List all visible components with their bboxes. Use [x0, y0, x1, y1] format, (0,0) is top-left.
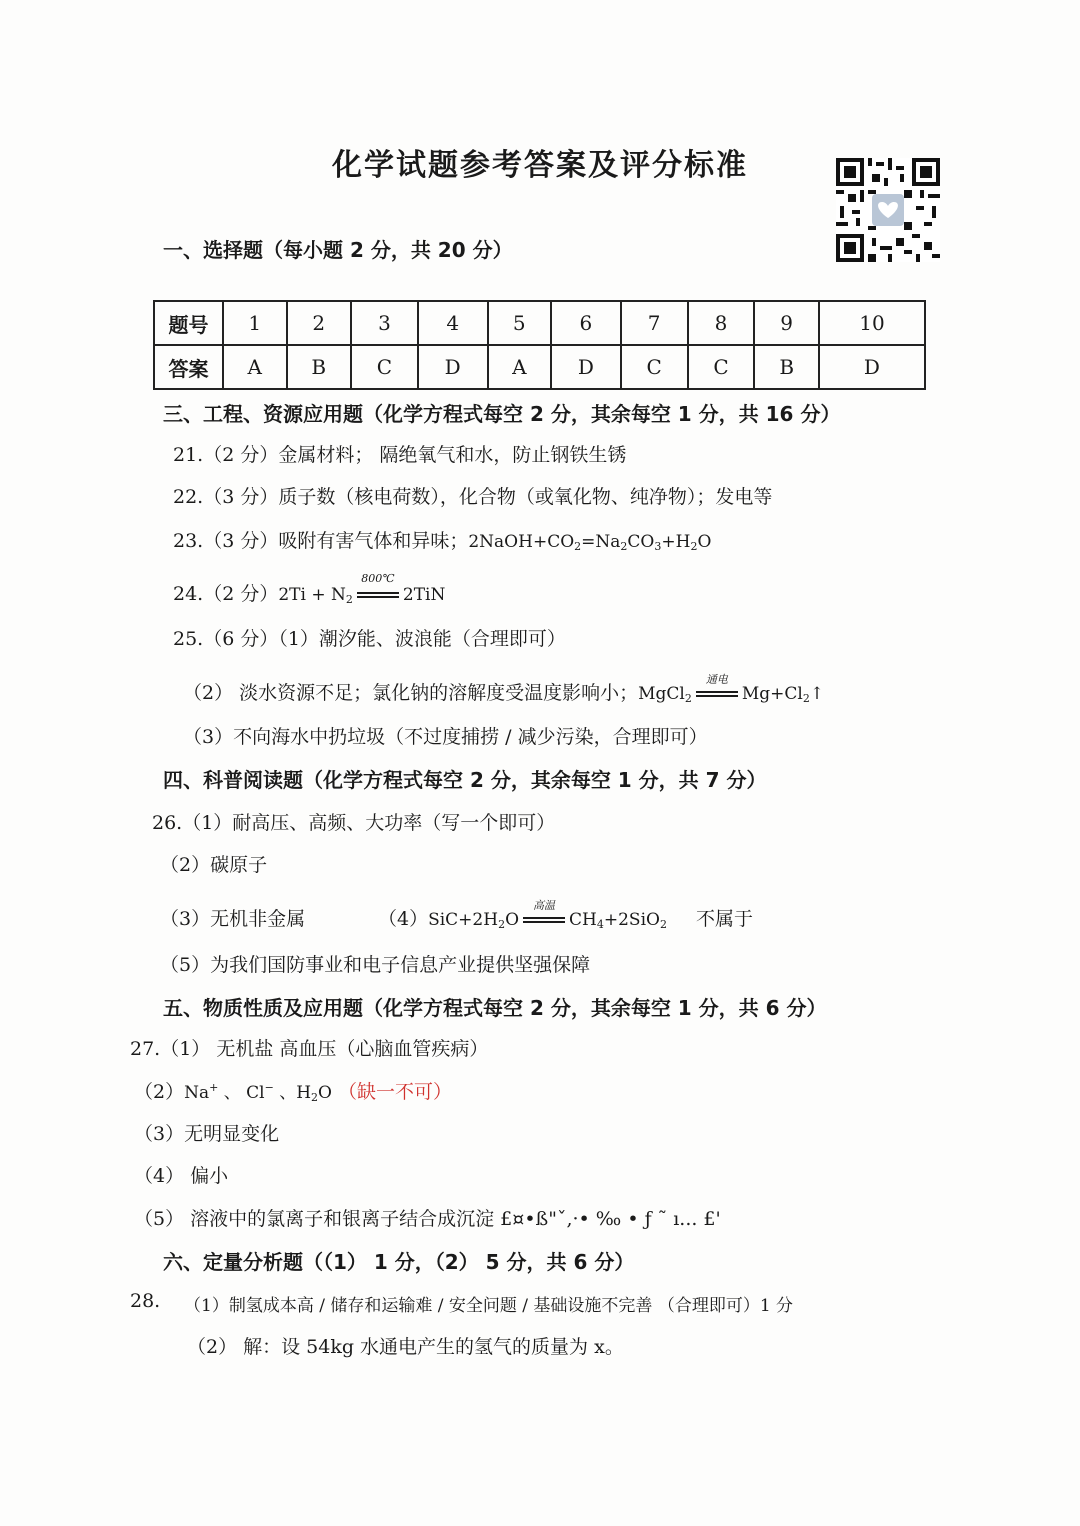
- answer-24-prefix: 24.（2 分）: [173, 583, 279, 605]
- answer-21: 21.（2 分）金属材料； 隔绝氧气和水，防止钢铁生锈: [173, 444, 627, 466]
- section-6-heading: 六、定量分析题（（1） 1 分，（2） 5 分，共 6 分）: [163, 1250, 635, 1274]
- equation-naoh-co2: $2NaOH+CO_2=Na_2CO_3+H_2O$: [468, 532, 712, 553]
- question-number: 5: [488, 301, 552, 345]
- equals-sign: [523, 917, 565, 923]
- row-header-number: 题号: [154, 301, 223, 345]
- equals-sign: [696, 691, 738, 697]
- answer-26-4-suffix: 不属于: [696, 908, 754, 930]
- answer-cell: B: [754, 345, 818, 389]
- row-header-answer: 答案: [154, 345, 223, 389]
- answer-26-2: （2）碳原子: [160, 854, 268, 876]
- section-4-heading: 四、科普阅读题（化学方程式每空 2 分，其余每空 1 分，共 7 分）: [163, 768, 767, 792]
- answer-28-number: 28.: [130, 1290, 161, 1312]
- answer-26-1: 26.（1）耐高压、高频、大功率（写一个即可）: [152, 812, 556, 834]
- answer-26-5: （5）为我们国防事业和电子信息产业提供坚强保障: [160, 954, 591, 976]
- note-red: （缺一不可）: [338, 1081, 453, 1103]
- question-number: 10: [819, 301, 925, 345]
- page-title: 化学试题参考答案及评分标准: [332, 148, 748, 183]
- answer-27-2-prefix: （2）: [134, 1081, 185, 1103]
- section-1-heading: 一、选择题（每小题 2 分，共 20 分）: [163, 238, 513, 262]
- reaction-condition: [357, 571, 399, 606]
- table-row: [154, 301, 925, 345]
- qr-code-icon: [836, 158, 940, 262]
- section-5-heading: 五、物质性质及应用题（化学方程式每空 2 分，其余每空 1 分，共 6 分）: [163, 996, 827, 1020]
- answer-27-4: （4） 偏小: [134, 1165, 229, 1187]
- answer-cell: D: [819, 345, 925, 389]
- answer-cell: D: [551, 345, 621, 389]
- answer-cell: A: [488, 345, 552, 389]
- question-number: 3: [351, 301, 418, 345]
- section-3-heading: 三、工程、资源应用题（化学方程式每空 2 分，其余每空 1 分，共 16 分）: [163, 402, 841, 426]
- answer-cell: C: [688, 345, 755, 389]
- answer-23: [173, 526, 711, 553]
- answer-26-4-prefix: （4）: [378, 908, 429, 930]
- condition-text: 通电: [705, 672, 728, 686]
- answer-22: 22.（3 分）质子数（核电荷数），化合物（或氧化物、纯净物）；发电等: [173, 486, 773, 508]
- answer-27-2: [134, 1077, 452, 1104]
- answer-27-5: （5） 溶液中的氯离子和银离子结合成沉淀 £¤•ß"ˇ,·• ‰ • ƒ ˜ ı... £': [134, 1208, 721, 1230]
- answer-cell: C: [351, 345, 418, 389]
- answer-cell: D: [418, 345, 488, 389]
- table-row: [154, 345, 925, 389]
- question-number: 2: [287, 301, 351, 345]
- question-number: 7: [621, 301, 688, 345]
- answer-24: [173, 571, 446, 606]
- ion-list: Na+ 、 Cl− 、$H_2O$: [184, 1081, 332, 1104]
- answer-27-3: （3）无明显变化: [134, 1123, 280, 1145]
- reaction-condition: [523, 898, 565, 931]
- reaction-condition: [696, 672, 738, 705]
- answer-23-text: 23.（3 分）吸附有害气体和异味；: [173, 530, 469, 552]
- answer-cell: A: [223, 345, 287, 389]
- question-number: 6: [551, 301, 621, 345]
- answer-25-3: （3）不向海水中扔垃圾（不过度捕捞 / 减少污染，合理即可）: [183, 726, 708, 748]
- answer-cell: B: [287, 345, 351, 389]
- answer-table: [153, 300, 926, 390]
- answer-26-4: [378, 898, 667, 931]
- answer-25-2-text: （2） 淡水资源不足；氯化钠的溶解度受温度影响小；: [183, 682, 639, 704]
- answer-26-3: （3）无机非金属: [160, 908, 306, 930]
- answer-27-1: 27.（1） 无机盐 高血压（心脑血管疾病）: [130, 1038, 489, 1060]
- answer-cell: C: [621, 345, 688, 389]
- question-number: 1: [223, 301, 287, 345]
- condition-text: 高温: [533, 898, 556, 912]
- question-number: 4: [418, 301, 488, 345]
- equation-sic: $SiC+2H_2O$ 高温 $CH_4+2SiO_2$: [428, 898, 667, 931]
- equals-sign: [357, 592, 399, 598]
- answer-28-1: （1）制氢成本高 / 储存和运输难 / 安全问题 / 基础设施不完善 （合理即可）1 分: [184, 1296, 794, 1316]
- equation-mgcl2: MgCl$_2$ 通电 $Mg+Cl_2↑$: [638, 672, 825, 705]
- answer-25-1: 25.（6 分）（1）潮汐能、波浪能（合理即可）: [173, 628, 566, 650]
- answer-25-2: [183, 672, 825, 705]
- answer-28-2: （2） 解：设 54kg 水通电产生的氢气的质量为 x。: [187, 1336, 624, 1358]
- question-number: 8: [688, 301, 755, 345]
- question-number: 9: [754, 301, 818, 345]
- equation-ti-n2: $2Ti + N_2$ 800℃ 2TiN: [278, 571, 446, 606]
- condition-text: 800℃: [361, 571, 395, 585]
